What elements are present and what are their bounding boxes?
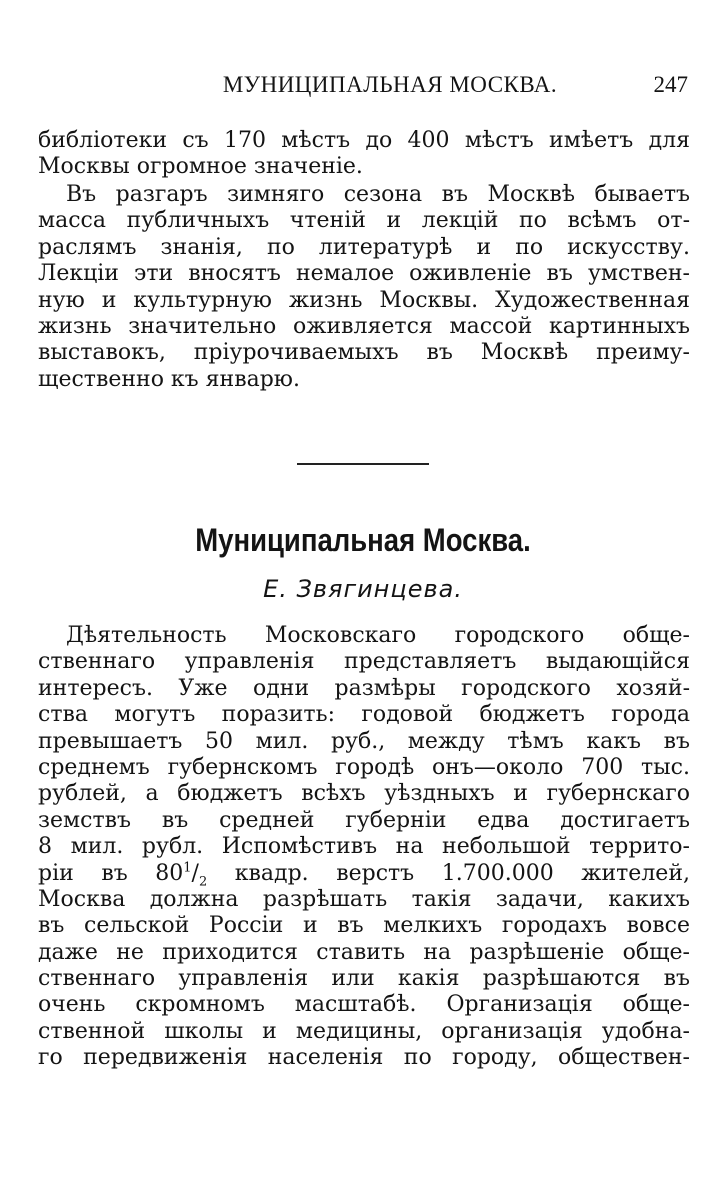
- text-line: ства могутъ поразить: годовой бюджетъ города: [38, 702, 690, 728]
- text-line: превышаетъ 50 мил. руб., между тѣмъ какъ въ: [38, 728, 690, 754]
- text-fragment: квадр. верстъ 1.700.000 жителей,: [234, 860, 690, 886]
- text-line: Въ разгаръ зимняго сезона въ Москвѣ бываетъ: [66, 182, 690, 207]
- text-line: интересъ. Уже одни размѣры городского хозяй-: [38, 675, 690, 701]
- text-line: ную и культурную жизнь Москвы. Художественная: [38, 287, 690, 313]
- article-title: Муниципальная Москва.: [195, 522, 531, 558]
- text-line: Москва должна разрѣшать такія задачи, какихъ: [38, 886, 690, 912]
- text-line: рублей, а бюджетъ всѣхъ уѣздныхъ и губернскаго: [38, 781, 690, 807]
- text-line: среднемъ губернскомъ городѣ онъ—около 700 тыс.: [38, 754, 690, 780]
- text-line: библіотеки съ 170 мѣстъ до 400 мѣстъ имѣетъ для: [38, 128, 690, 153]
- text-line-with-fraction: ріи въ $80^1/_2$ квадр. верстъ 1.700.000 жителей,: [38, 860, 690, 889]
- running-title: МУНИЦИПАЛЬНАЯ МОСКВА.: [222, 72, 558, 97]
- section-divider: [297, 463, 429, 465]
- text-line: Дѣятельность Московскаго городского обще-: [66, 623, 690, 648]
- text-line: очень скромномъ масштабѣ. Организація обще-: [38, 992, 690, 1018]
- text-line: раслямъ знанія, по литературѣ и по искусству.: [38, 234, 690, 260]
- page-number: 247: [653, 72, 688, 97]
- text-line: выставокъ, пріурочиваемыхъ въ Москвѣ преиму-: [38, 340, 690, 366]
- text-line: 8 мил. рубл. Испомѣстивъ на небольшой террито-: [38, 834, 690, 860]
- fraction-denominator: 2: [198, 873, 208, 889]
- article-author: Е. Звягинцева.: [263, 575, 463, 603]
- text-line: земствъ въ средней губерніи едва достигаетъ: [38, 807, 690, 833]
- page-header: [40, 72, 690, 106]
- text-fragment: ріи въ 80: [38, 860, 184, 886]
- text-line: щественно къ январю.: [38, 366, 300, 392]
- text-line: масса публичныхъ чтеній и лекцій по всѣмъ от-: [38, 208, 690, 234]
- paragraph-lectures: [38, 182, 690, 393]
- text-line: ственной школы и медицины, организація удобна-: [38, 1018, 690, 1044]
- text-line: ственнаго управленія представляетъ выдающійся: [38, 649, 690, 675]
- text-line: даже не приходится ставить на разрѣшеніе обще-: [38, 939, 690, 965]
- text-line: жизнь значительно оживляется массой картинныхъ: [38, 313, 690, 339]
- text-line: го передвиженія населенія по городу, обществен-: [38, 1045, 690, 1071]
- text-line: Лекціи эти вносятъ немалое оживленіе въ умствен-: [38, 261, 690, 287]
- article-body: [38, 623, 690, 1072]
- text-line: въ сельской Россіи и въ мелкихъ городахъ вовсе: [38, 913, 690, 939]
- continuation-paragraph: [38, 128, 690, 181]
- text-line: Москвы огромное значеніе.: [38, 154, 363, 180]
- fraction-numerator: 1: [183, 860, 192, 876]
- text-line: ственнаго управленія или какія разрѣшаются въ: [38, 966, 690, 992]
